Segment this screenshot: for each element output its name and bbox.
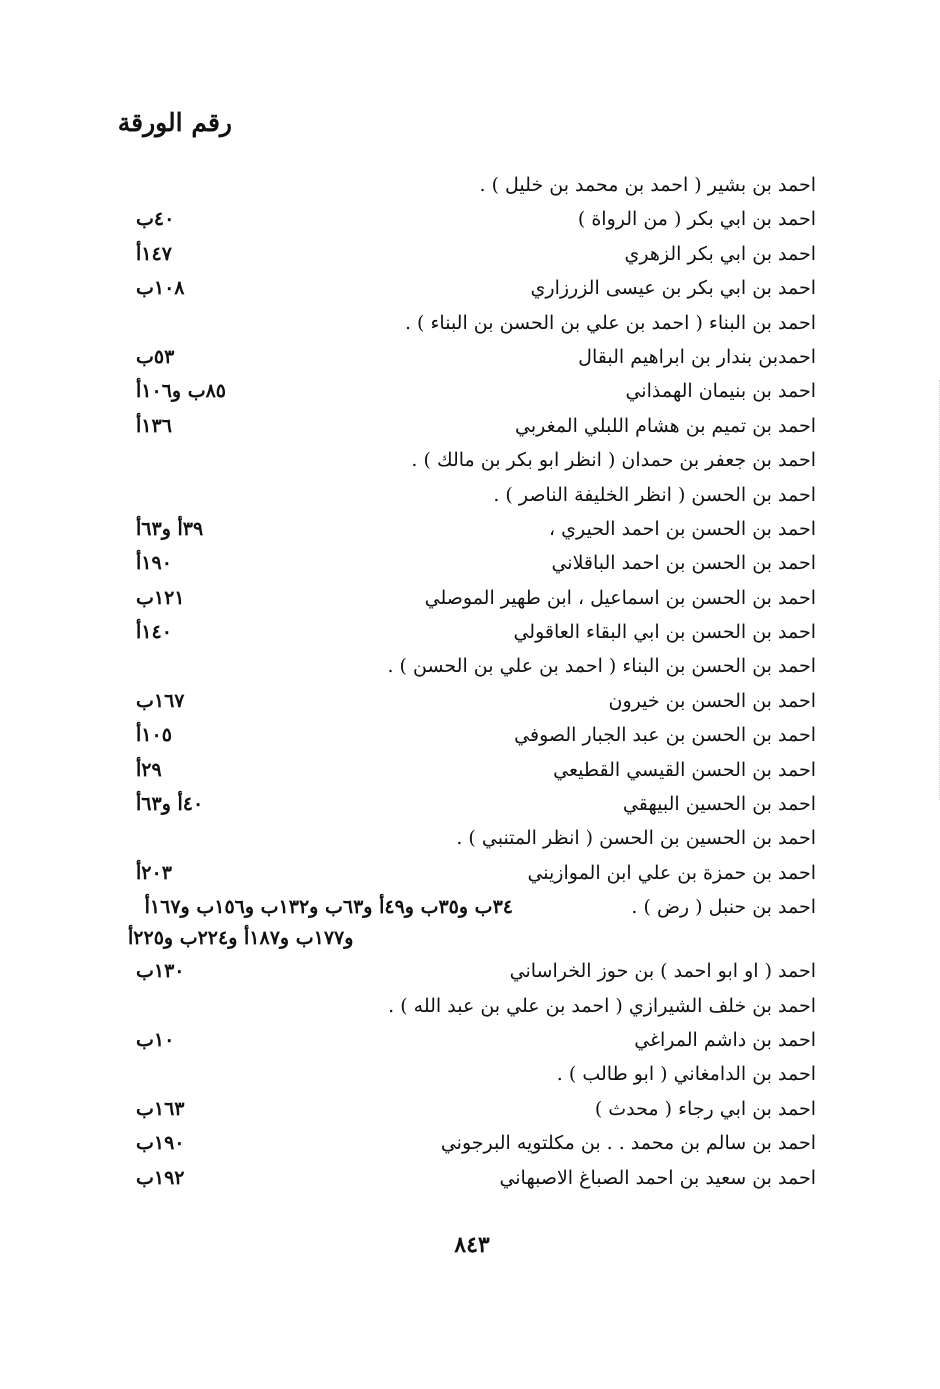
entry-name: احمد بن الحسن بن عبد الجبار الصوفي [514,724,816,747]
index-entry [128,342,816,376]
entry-name: احمد بن بشير ( احمد بن محمد بن خليل ) . [479,174,816,196]
index-entry [128,308,816,342]
index-entry [128,755,816,789]
entry-folio-list: ٣٤ب و٣٥ب و٤٩أ و٦٣ب و١٣٢ب و١٥٦ب و١٦٧أ [144,896,513,919]
entry-folio: ٥٣ب [136,345,175,368]
entry-name: احمد بن حنبل ( رض ) . [631,896,816,919]
entry-folio: ١٣٦أ [136,414,172,437]
entry-folio: ٨٥ب و١٠٦أ [136,380,227,403]
entry-name: احمد بن الحسن بن احمد الحيري ، [548,517,816,540]
index-entry [128,789,816,823]
index-entry [128,1025,816,1059]
index-entry-multiline [128,892,816,956]
index-entry [128,1094,816,1128]
index-entry [128,823,816,857]
entry-folio: ٢٠٣أ [136,861,172,884]
entry-name: احمد بن ابي رجاء ( محدث ) [594,1097,816,1120]
entry-folio: ١٣٠ب [136,960,185,983]
index-entry [128,239,816,273]
entry-folio: ٤٠ب [136,208,175,231]
entry-name: احمد بن ابي بكر بن عيسى الزرزاري [530,277,816,300]
index-entry [128,617,816,651]
entry-folio: ١٤٠أ [136,621,172,644]
entry-folio: ١٠ب [136,1028,175,1051]
entry-name: احمد بن الحسن بن البناء ( احمد بن علي بن الحسن ) . [387,655,816,678]
index-entry [128,170,816,204]
column-header: رقم الورقة [117,108,232,137]
entry-name: احمد بن تميم بن هشام اللبلي المغربي [515,414,816,437]
entry-name: احمد بن سالم بن محمد . . بن مكلتويه البرجوني [440,1132,816,1155]
index-entry [128,411,816,445]
entry-folio: ١٩٠ب [136,1132,185,1155]
entry-name: احمد بن بنيمان الهمذاني [625,380,816,403]
index-entry [128,445,816,479]
entry-name: احمدبن بندار بن ابراهيم البقال [578,345,816,368]
entry-name: احمد بن الحسن بن احمد الباقلاني [551,552,816,575]
entry-name: احمد بن ابي بكر ( من الرواة ) [577,208,816,231]
entry-folio: ١٠٥أ [136,724,172,747]
index-entry [128,273,816,307]
entry-name: احمد بن البناء ( احمد بن علي بن الحسن بن البناء ) . [404,311,816,334]
entry-folio: ٣٩أ و٦٣أ [136,517,204,540]
entry-folio: ١٤٧أ [136,242,172,265]
entry-name: احمد بن الحسن بن ابي البقاء العاقولي [513,621,816,644]
index-entry [128,204,816,238]
index-list [128,170,816,1197]
entry-folio: ١٩٠أ [136,552,172,575]
entry-name: احمد بن الحسن القيسي القطيعي [553,758,816,781]
entry-name: احمد بن الحسن ( انظر الخليفة الناصر ) . [493,483,816,506]
entry-name: احمد بن الحسين بن الحسن ( انظر المتنبي ) . [456,827,816,850]
index-entry [128,858,816,892]
index-entry [128,480,816,514]
entry-folio: ١٢١ب [136,586,185,609]
entry-folio-list-continued: و١٧٧ب و١٨٧أ و٢٢٤ب و٢٢٥أ [128,927,354,950]
entry-folio: ٢٩أ [136,758,162,781]
index-entry [128,991,816,1025]
entry-name: احمد بن سعيد بن احمد الصباغ الاصبهاني [499,1166,816,1189]
entry-name: احمد بن خلف الشيرازي ( احمد بن علي بن عبد الله ) . [388,994,816,1017]
index-entry [128,376,816,410]
entry-name: احمد بن الحسن بن خيرون [608,689,816,712]
index-entry [128,583,816,617]
entry-folio: ١٠٨ب [136,277,185,300]
page-number: ٨٤٣ [454,1232,490,1258]
index-entry [128,1128,816,1162]
index-entry [128,548,816,582]
entry-folio: ١٦٧ب [136,689,185,712]
entry-name: احمد ( او ابو احمد ) بن حوز الخراساني [509,960,816,983]
scan-margin-artifact [936,380,940,800]
index-entry [128,651,816,685]
entry-name: احمد بن الدامغاني ( ابو طالب ) . [556,1063,816,1086]
entry-name: احمد بن ابي بكر الزهري [624,242,816,265]
index-entry [128,686,816,720]
entry-folio: ١٦٣ب [136,1097,185,1120]
index-entry [128,514,816,548]
entry-name: احمد بن الحسن بن اسماعيل ، ابن طهير الموصلي [424,586,816,609]
entry-folio: ٤٠أ و٦٣أ [136,793,204,816]
entry-name: احمد بن جعفر بن حمدان ( انظر ابو بكر بن مالك ) . [411,449,816,472]
index-entry [128,1059,816,1093]
entry-name: احمد بن داشم المراغي [634,1028,816,1051]
index-entry [128,1163,816,1197]
index-entry [128,956,816,990]
entry-folio: ١٩٢ب [136,1166,185,1189]
index-entry [128,720,816,754]
entry-name: احمد بن الحسين البيهقي [622,793,816,816]
entry-name: احمد بن حمزة بن علي ابن الموازيني [527,861,816,884]
